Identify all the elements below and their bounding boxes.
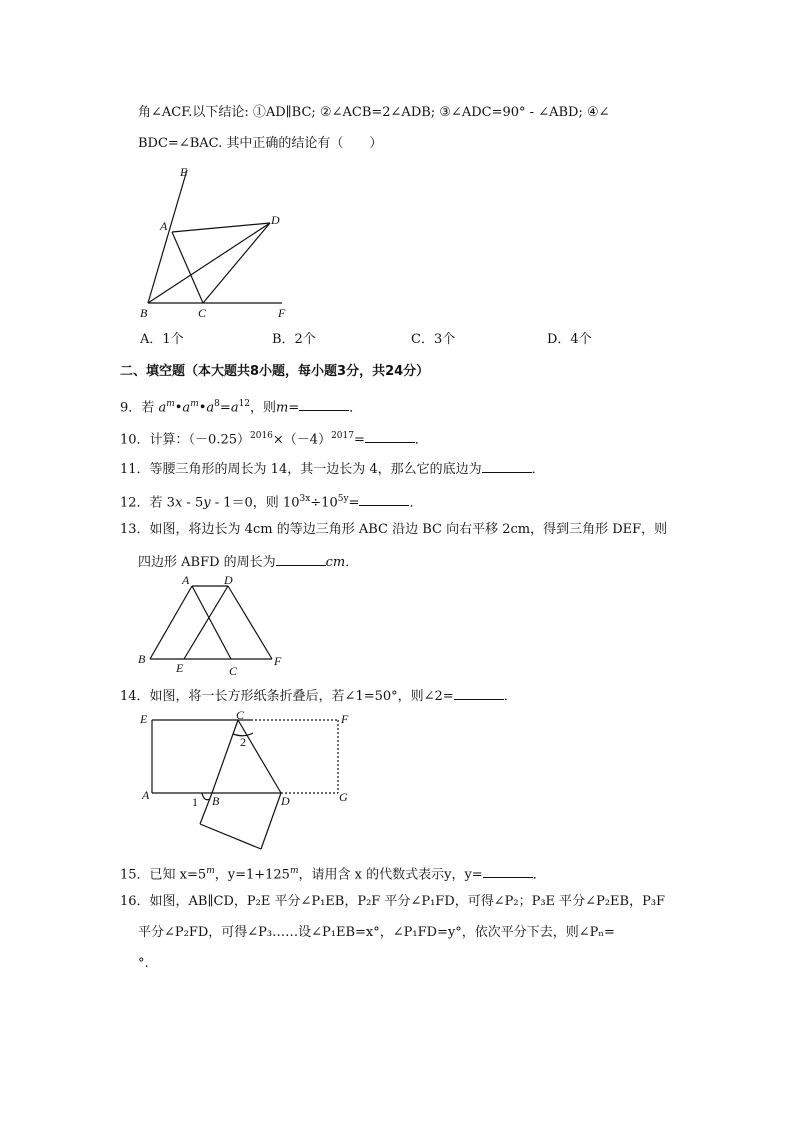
q14-label-a: A (142, 788, 150, 802)
q13-figure (136, 572, 296, 682)
q16-number: 16． (120, 894, 150, 909)
q14-label-2: 2 (240, 735, 246, 749)
q14-label-b: B (212, 794, 220, 808)
q11-number: 11． (120, 462, 150, 477)
q14-label-1: 1 (192, 795, 198, 809)
q8-label-c: C (198, 306, 207, 320)
q14-figure (136, 708, 366, 858)
q8-label-e: E (180, 165, 188, 179)
q10: 10．计算：$(-0.25)^{2016}\times(-4)^{2017}=$ ． (120, 431, 428, 448)
q11: 11．等腰三角形的周长为 14，其一边长为 4，那么它的底边为 ． (120, 459, 545, 479)
q14-number: 14． (120, 689, 150, 704)
q13-label-e: E (176, 661, 184, 675)
q16-line2: 平分∠P₂FD，可得∠P₃……设∠P₁EB=x°，∠P₁FD=y°，依次平分下去，则∠Pₙ= (138, 925, 615, 940)
q14-answer-blank (454, 686, 504, 700)
q10-answer-blank (365, 429, 415, 443)
q8-line2: BDC=∠BAC. 其中正确的结论有（ ） (138, 136, 383, 151)
q10-number: 10． (120, 432, 150, 448)
q14-label-g: G (339, 790, 348, 804)
q13-label-c: C (229, 664, 238, 678)
q8-option-b: B．2个 (272, 332, 316, 347)
q8-label-f: F (278, 306, 286, 320)
q15-number: 15． (120, 867, 150, 883)
q14-label-c: C (236, 708, 245, 722)
q13-label-f: F (274, 654, 282, 668)
q16-line3: °. (138, 956, 149, 971)
q14-label-d: D (281, 794, 290, 808)
q9-number: 9． (120, 400, 142, 416)
q8-option-d: D．4个 (547, 332, 592, 347)
q8-label-b: B (140, 306, 148, 320)
q13-label-b: B (138, 652, 146, 666)
q16-line1: 16．如图，AB∥CD，P₂E 平分∠P₁EB，P₂F 平分∠P₁FD，可得∠P₂；P₃E 平分∠P₂EB，P₃F (120, 894, 666, 909)
q11-answer-blank (482, 459, 532, 473)
q15: 15．已知 $x=5^m$，$y=1+125^m$，请用含 x 的代数式表示y，y= ． (120, 866, 546, 883)
q12-number: 12． (120, 495, 150, 511)
q8-label-d: D (271, 213, 280, 227)
q12: 12．若 3x - 5y - 1＝0，则 $10^{3x}\div 10^{5y}=$ ． (120, 494, 423, 511)
q8-line1: 角∠ACF.以下结论: ①AD∥BC; ②∠ACB=2∠ADB; ③∠ADC=90° - ∠ABD; ④∠ (138, 105, 610, 120)
q13-label-d: D (224, 573, 233, 587)
q14-label-e: E (140, 712, 148, 726)
q9-answer-blank (299, 397, 349, 411)
q8-label-a: A (160, 219, 168, 233)
q13-label-a: A (182, 573, 190, 587)
q14-label-f: F (341, 712, 349, 726)
q14: 14．如图，将一长方形纸条折叠后，若∠1=50°，则∠2= ． (120, 686, 517, 706)
q8-figure (140, 162, 300, 322)
section-heading: 二、填空题（本大题共8小题，每小题3分，共24分） (120, 364, 430, 379)
q13-number: 13． (120, 522, 150, 537)
q15-answer-blank (483, 864, 533, 878)
q8-option-c: C．3个 (411, 332, 456, 347)
q8-option-a: A．1个 (140, 332, 184, 347)
q12-answer-blank (359, 492, 409, 506)
q9: 9．若 $a^m•a^m•a^8=a^{12}$，则m= ． (120, 399, 363, 416)
q13-line2: 四边形 ABFD 的周长为 cm． (138, 552, 358, 572)
q13-answer-blank (276, 552, 326, 566)
q13-line1: 13．如图，将边长为 4cm 的等边三角形 ABC 沿边 BC 向右平移 2cm，得到三角形 DEF，则 (120, 522, 668, 537)
